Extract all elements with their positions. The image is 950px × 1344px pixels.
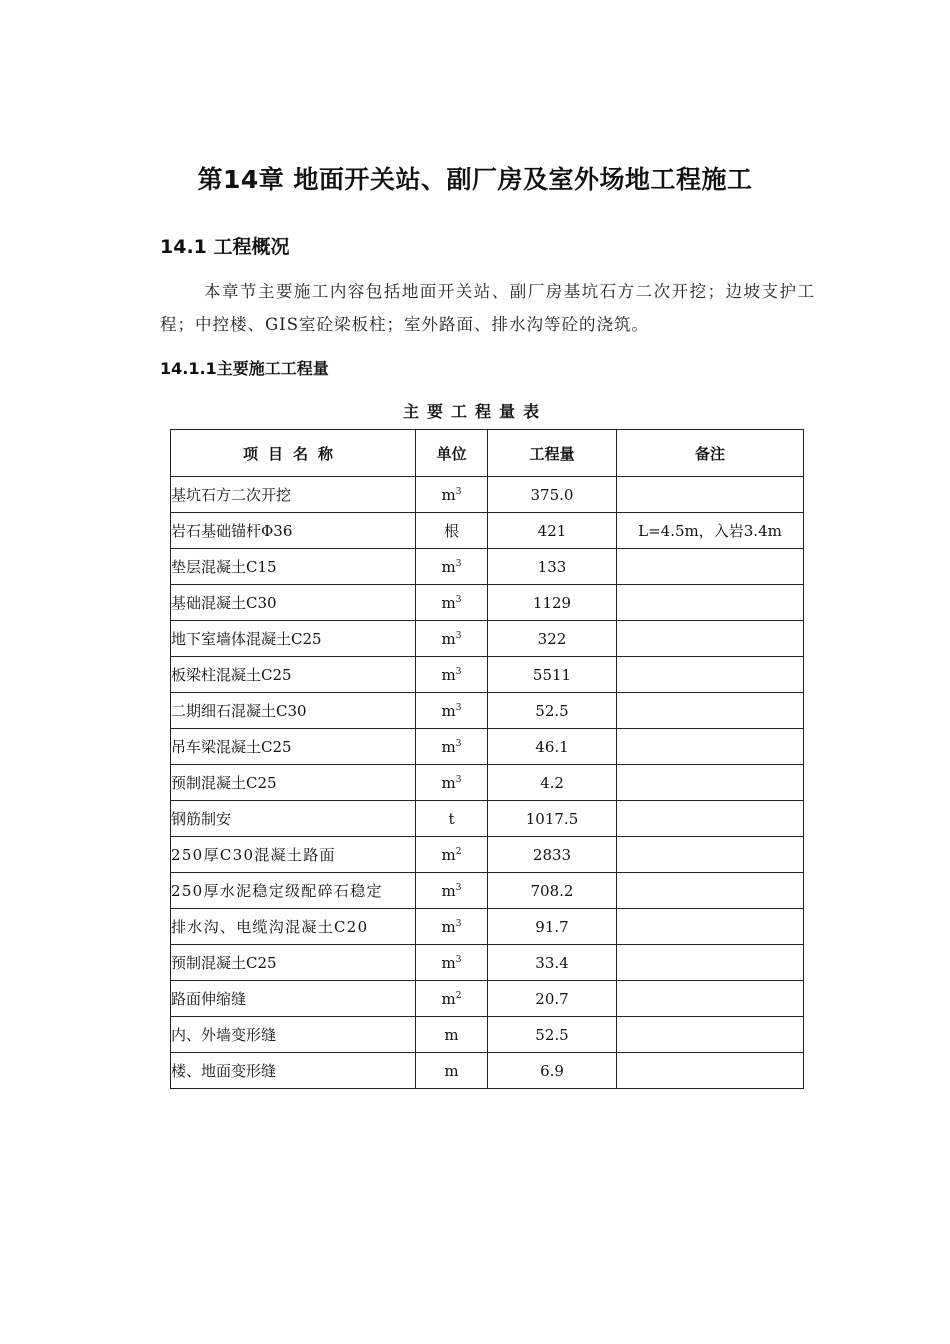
- table-row: [171, 837, 804, 873]
- unit-exponent: 3: [455, 954, 462, 965]
- cell-note: [617, 1053, 804, 1089]
- cell-name: 地下室墙体混凝土C25: [171, 621, 416, 657]
- cell-note: [617, 657, 804, 693]
- cell-quantity: 421: [488, 513, 617, 549]
- table-row: [171, 585, 804, 621]
- cell-unit: [416, 837, 488, 873]
- cell-name: 预制混凝土C25: [171, 765, 416, 801]
- unit-exponent: 2: [455, 990, 462, 1001]
- cell-quantity: 322: [488, 621, 617, 657]
- unit-base: m: [441, 773, 456, 792]
- table-caption: 主要工程量表: [402, 402, 547, 421]
- cell-note: [617, 621, 804, 657]
- cell-name: 钢筋制安: [171, 801, 416, 837]
- table-row: [171, 1053, 804, 1089]
- unit-base: m: [441, 557, 456, 576]
- unit-exponent: 3: [455, 738, 462, 749]
- unit-base: m: [441, 737, 456, 756]
- cell-name: 250厚C30混凝土路面: [171, 837, 416, 873]
- cell-unit: [416, 693, 488, 729]
- cell-unit: [416, 729, 488, 765]
- cell-note: [617, 477, 804, 513]
- cell-unit: [416, 981, 488, 1017]
- table-row: [171, 693, 804, 729]
- cell-name: 楼、地面变形缝: [171, 1053, 416, 1089]
- table-row: [171, 1017, 804, 1053]
- unit-exponent: 3: [455, 702, 462, 713]
- cell-quantity: 375.0: [488, 477, 617, 513]
- header-quantity: 工程量: [488, 430, 617, 477]
- cell-name: 垫层混凝土C15: [171, 549, 416, 585]
- cell-unit: [416, 513, 488, 549]
- unit-base: m: [441, 989, 456, 1008]
- cell-note: [617, 909, 804, 945]
- cell-unit: [416, 621, 488, 657]
- cell-note: [617, 1017, 804, 1053]
- cell-name: 预制混凝土C25: [171, 945, 416, 981]
- unit-base: m: [441, 701, 456, 720]
- cell-quantity: 1129: [488, 585, 617, 621]
- cell-quantity: 4.2: [488, 765, 617, 801]
- unit-base: m: [441, 485, 456, 504]
- unit-exponent: 3: [455, 630, 462, 641]
- cell-unit: [416, 549, 488, 585]
- cell-note: [617, 765, 804, 801]
- table-row: [171, 945, 804, 981]
- table-row: [171, 621, 804, 657]
- quantity-table: [170, 429, 804, 1089]
- cell-note: [617, 729, 804, 765]
- cell-note: [617, 837, 804, 873]
- intro-paragraph: 本章节主要施工内容包括地面开关站、副厂房基坑石方二次开挖；边坡支护工程；中控楼、GIS室砼梁板柱；室外路面、排水沟等砼的浇筑。: [160, 282, 815, 334]
- table-row: [171, 549, 804, 585]
- unit-base: m: [441, 629, 456, 648]
- cell-quantity: 708.2: [488, 873, 617, 909]
- cell-note: L=4.5m，入岩3.4m: [617, 513, 804, 549]
- table-body: [171, 477, 804, 1089]
- unit-base: m: [441, 953, 456, 972]
- cell-quantity: 6.9: [488, 1053, 617, 1089]
- cell-unit: [416, 657, 488, 693]
- cell-name: 板梁柱混凝土C25: [171, 657, 416, 693]
- cell-unit: [416, 945, 488, 981]
- cell-unit: [416, 477, 488, 513]
- cell-name: 基坑石方二次开挖: [171, 477, 416, 513]
- unit-exponent: 3: [455, 774, 462, 785]
- cell-note: [617, 981, 804, 1017]
- unit-exponent: 3: [455, 882, 462, 893]
- cell-quantity: 5511: [488, 657, 617, 693]
- cell-unit: [416, 1017, 488, 1053]
- cell-note: [617, 585, 804, 621]
- unit-base: m: [441, 665, 456, 684]
- table-row: [171, 873, 804, 909]
- cell-name: 路面伸缩缝: [171, 981, 416, 1017]
- cell-name: 吊车梁混凝土C25: [171, 729, 416, 765]
- cell-unit: [416, 765, 488, 801]
- unit-base: m: [441, 881, 456, 900]
- header-unit: 单位: [416, 430, 488, 477]
- cell-unit: [416, 909, 488, 945]
- table-row: [171, 729, 804, 765]
- chapter-title: 第14章 地面开关站、副厂房及室外场地工程施工: [197, 165, 753, 194]
- header-name: 项目名称: [171, 430, 416, 477]
- header-note: 备注: [617, 430, 804, 477]
- cell-quantity: 52.5: [488, 693, 617, 729]
- unit-base: m: [441, 917, 456, 936]
- cell-name: 岩石基础锚杆Φ36: [171, 513, 416, 549]
- cell-name: 排水沟、电缆沟混凝土C20: [171, 909, 416, 945]
- table-row: [171, 909, 804, 945]
- cell-name: 250厚水泥稳定级配碎石稳定: [171, 873, 416, 909]
- unit-exponent: 3: [455, 666, 462, 677]
- subsection-title: 14.1.1主要施工工程量: [160, 359, 329, 378]
- cell-name: 基础混凝土C30: [171, 585, 416, 621]
- cell-note: [617, 549, 804, 585]
- unit-base: m: [441, 845, 456, 864]
- cell-quantity: 2833: [488, 837, 617, 873]
- table-row: [171, 981, 804, 1017]
- cell-unit: [416, 1053, 488, 1089]
- unit-base: t: [448, 809, 455, 828]
- cell-quantity: 1017.5: [488, 801, 617, 837]
- cell-quantity: 52.5: [488, 1017, 617, 1053]
- cell-name: 二期细石混凝土C30: [171, 693, 416, 729]
- cell-note: [617, 945, 804, 981]
- section-title: 14.1 工程概况: [160, 236, 290, 258]
- cell-unit: [416, 585, 488, 621]
- table-row: [171, 657, 804, 693]
- unit-base: m: [444, 1061, 459, 1080]
- unit-exponent: 3: [455, 486, 462, 497]
- table-row: [171, 513, 804, 549]
- table-row: [171, 477, 804, 513]
- table-row: [171, 801, 804, 837]
- unit-exponent: 3: [455, 558, 462, 569]
- unit-exponent: 3: [455, 594, 462, 605]
- cell-name: 内、外墙变形缝: [171, 1017, 416, 1053]
- unit-base: 根: [443, 522, 459, 540]
- table-row: [171, 765, 804, 801]
- cell-quantity: 133: [488, 549, 617, 585]
- cell-unit: [416, 801, 488, 837]
- cell-quantity: 20.7: [488, 981, 617, 1017]
- unit-base: m: [441, 593, 456, 612]
- cell-quantity: 33.4: [488, 945, 617, 981]
- cell-note: [617, 801, 804, 837]
- cell-quantity: 91.7: [488, 909, 617, 945]
- table-header-row: [171, 430, 804, 477]
- cell-quantity: 46.1: [488, 729, 617, 765]
- unit-base: m: [444, 1025, 459, 1044]
- unit-exponent: 3: [455, 918, 462, 929]
- cell-note: [617, 873, 804, 909]
- cell-note: [617, 693, 804, 729]
- unit-exponent: 2: [455, 846, 462, 857]
- cell-unit: [416, 873, 488, 909]
